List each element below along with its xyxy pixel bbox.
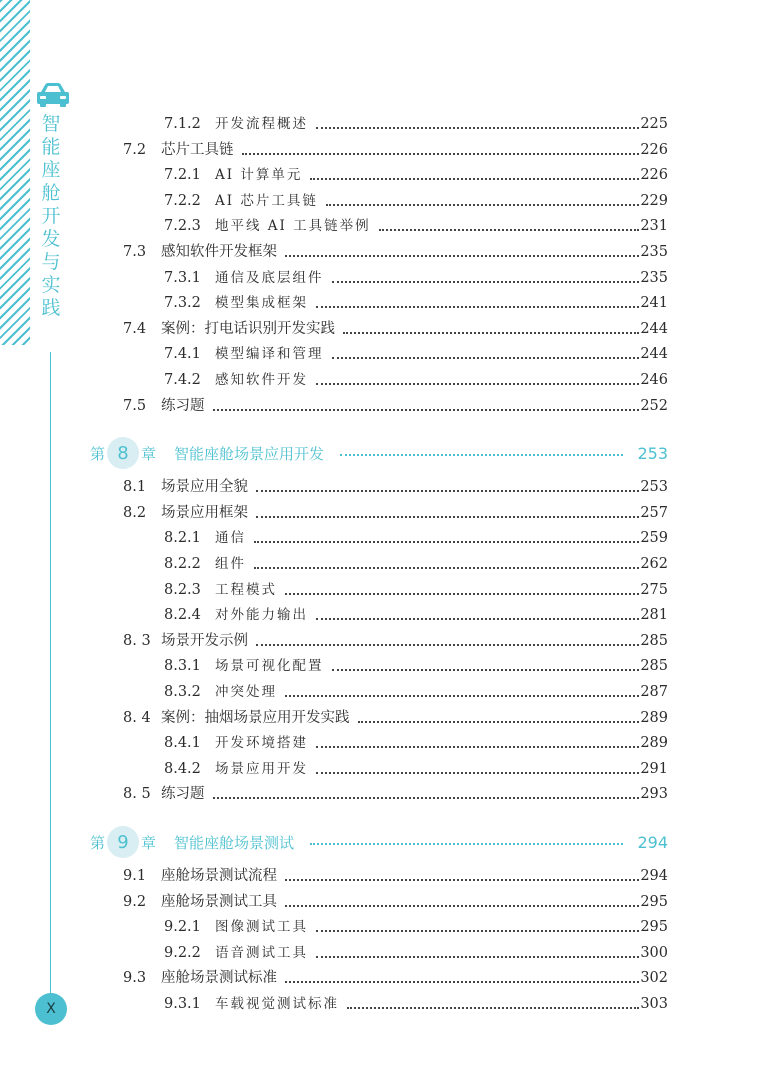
toc-subsection-entry[interactable] — [164, 290, 668, 312]
entry-number: 7.2.3 — [164, 218, 201, 235]
leader-dots — [316, 956, 639, 958]
entry-title: 案例：打电话识别开发实践 — [161, 320, 335, 337]
entry-page: 300 — [640, 944, 668, 961]
entry-number: 8. 5 — [123, 786, 151, 803]
chapter-suffix: 章 — [141, 833, 157, 852]
entry-number: 8.4.2 — [164, 760, 201, 777]
chapter-heading[interactable] — [90, 825, 668, 859]
toc-subsection-entry[interactable] — [164, 341, 668, 363]
toc-subsection-entry[interactable] — [164, 551, 668, 573]
entry-page: 246 — [640, 372, 668, 388]
entry-title: AI 计算单元 — [215, 167, 303, 184]
leader-dots — [343, 332, 639, 334]
entry-page: 244 — [640, 346, 668, 363]
toc-section-entry[interactable] — [123, 863, 668, 885]
entry-number: 9.1 — [123, 868, 147, 884]
entry-number: 7.3 — [123, 244, 147, 260]
entry-title: 场景应用开发 — [215, 760, 308, 777]
entry-title: 冲突处理 — [215, 684, 277, 700]
entry-title: 座舱场景测试工具 — [161, 893, 277, 910]
entry-page: 244 — [640, 320, 668, 337]
entry-title: 场景应用框架 — [161, 504, 248, 521]
entry-title: 芯片工具链 — [161, 141, 234, 158]
toc-section-entry[interactable] — [123, 393, 668, 415]
chapter-prefix: 第 — [90, 833, 106, 852]
leader-dots — [256, 516, 639, 518]
toc-section-entry[interactable] — [123, 628, 668, 650]
leader-dots — [285, 981, 639, 983]
entry-page: 231 — [640, 218, 668, 235]
leader-dots — [285, 695, 639, 697]
entry-title: 案例：抽烟场景应用开发实践 — [161, 709, 350, 726]
entry-page: 225 — [640, 116, 668, 132]
entry-number: 7.2.2 — [164, 192, 201, 209]
leader-dots — [254, 541, 639, 543]
entry-page: 303 — [640, 996, 668, 1012]
entry-title: 开发环境搭建 — [215, 735, 308, 752]
entry-page: 281 — [640, 607, 668, 624]
entry-title: 模型集成框架 — [215, 295, 308, 312]
toc-section-entry[interactable] — [123, 137, 668, 159]
entry-number: 7.4 — [123, 320, 147, 337]
leader-dots — [310, 843, 623, 845]
entry-title: 组件 — [215, 556, 246, 572]
entry-number: 7.3.1 — [164, 269, 201, 286]
toc-subsection-entry[interactable] — [164, 577, 668, 599]
entry-page: 295 — [640, 919, 668, 936]
entry-page: 275 — [640, 581, 668, 598]
entry-page: 295 — [640, 893, 668, 910]
entry-title: 图像测试工具 — [215, 919, 308, 936]
entry-page: 287 — [640, 684, 668, 700]
leader-dots — [316, 306, 639, 308]
entry-number: 7.4.2 — [164, 372, 201, 388]
toc-subsection-entry[interactable] — [164, 914, 668, 936]
entry-page: 226 — [640, 141, 668, 158]
leader-dots — [213, 797, 640, 799]
entry-title: 通信 — [215, 530, 246, 547]
leader-dots — [256, 644, 639, 646]
entry-number: 8. 3 — [123, 632, 151, 649]
toc-subsection-entry[interactable] — [164, 162, 668, 184]
entry-number: 9.3 — [123, 970, 147, 987]
toc-subsection-entry[interactable] — [164, 265, 668, 287]
entry-page: 241 — [640, 295, 668, 312]
toc-section-entry[interactable] — [123, 239, 668, 261]
toc-section-entry[interactable] — [123, 500, 668, 522]
entry-number: 8.4.1 — [164, 735, 201, 752]
chapter-number: 8 — [107, 437, 139, 469]
entry-page: 291 — [640, 760, 668, 777]
chapter-heading[interactable] — [90, 436, 668, 470]
entry-title: 工程模式 — [215, 581, 277, 598]
entry-page: 289 — [640, 735, 668, 752]
entry-title: 座舱场景测试流程 — [161, 868, 277, 884]
leader-dots — [358, 721, 640, 723]
entry-number: 8.2.2 — [164, 556, 201, 572]
entry-number: 7.1.2 — [164, 116, 201, 132]
leader-dots — [347, 1007, 639, 1009]
chapter-page: 294 — [637, 832, 668, 852]
entry-page: 262 — [640, 556, 668, 572]
leader-dots — [316, 930, 639, 932]
toc-section-entry[interactable] — [123, 965, 668, 987]
entry-title: 语音测试工具 — [215, 944, 308, 961]
entry-title: 场景可视化配置 — [215, 658, 324, 675]
chapter-number: 9 — [107, 826, 139, 858]
entry-page: 235 — [640, 269, 668, 286]
page-number-badge: X — [35, 993, 67, 1025]
toc-subsection-entry[interactable] — [164, 188, 668, 210]
toc-subsection-entry[interactable] — [164, 653, 668, 675]
chapter-title: 智能座舱场景应用开发 — [174, 444, 325, 463]
toc-subsection-entry[interactable] — [164, 940, 668, 962]
entry-number: 7.2.1 — [164, 167, 201, 184]
toc-section-entry[interactable] — [123, 316, 668, 338]
entry-number: 7.5 — [123, 397, 147, 414]
entry-number: 8.3.2 — [164, 684, 201, 700]
entry-title: AI 芯片工具链 — [215, 192, 318, 209]
entry-number: 8. 4 — [123, 709, 151, 726]
entry-title: 座舱场景测试标准 — [161, 970, 277, 987]
toc-subsection-entry[interactable] — [164, 111, 668, 133]
entry-page: 252 — [640, 397, 668, 414]
entry-page: 229 — [640, 192, 668, 209]
entry-number: 7.2 — [123, 141, 147, 158]
entry-title: 地平线 AI 工具链举例 — [215, 218, 371, 235]
book-title: 智能座舱开发与实践 — [41, 113, 61, 319]
entry-number: 7.4.1 — [164, 346, 201, 363]
toc-subsection-entry[interactable] — [164, 525, 668, 547]
leader-dots — [332, 281, 640, 283]
entry-number: 9.2 — [123, 893, 147, 910]
entry-page: 259 — [640, 530, 668, 547]
leader-dots — [213, 409, 640, 411]
entry-page: 257 — [640, 504, 668, 521]
entry-title: 场景应用全貌 — [161, 479, 248, 496]
toc-section-entry[interactable] — [123, 474, 668, 496]
leader-dots — [332, 669, 640, 671]
leader-dots — [285, 905, 639, 907]
leader-dots — [326, 204, 639, 206]
leader-dots — [316, 746, 639, 748]
leader-dots — [310, 178, 639, 180]
entry-number: 8.2.3 — [164, 581, 201, 598]
entry-number: 8.2.1 — [164, 530, 201, 547]
leader-dots — [379, 229, 640, 231]
entry-page: 235 — [640, 244, 668, 260]
entry-number: 9.2.1 — [164, 919, 201, 936]
chapter-prefix: 第 — [90, 444, 106, 463]
leader-dots — [285, 593, 639, 595]
entry-title: 车载视觉测试标准 — [215, 996, 339, 1012]
entry-page: 226 — [640, 167, 668, 184]
chapter-suffix: 章 — [141, 444, 157, 463]
toc-subsection-entry[interactable] — [164, 730, 668, 752]
entry-number: 8.3.1 — [164, 658, 201, 675]
leader-dots — [316, 772, 639, 774]
entry-page: 285 — [640, 658, 668, 675]
entry-title: 模型编译和管理 — [215, 346, 324, 363]
entry-page: 302 — [640, 970, 668, 987]
entry-page: 289 — [640, 709, 668, 726]
leader-dots — [242, 153, 640, 155]
toc-subsection-entry[interactable] — [164, 679, 668, 701]
entry-number: 8.1 — [123, 479, 147, 496]
entry-number: 7.3.2 — [164, 295, 201, 312]
toc-subsection-entry[interactable] — [164, 991, 668, 1013]
entry-title: 通信及底层组件 — [215, 269, 324, 286]
leader-dots — [340, 454, 623, 456]
entry-number: 9.3.1 — [164, 996, 201, 1012]
entry-number: 8.2 — [123, 504, 147, 521]
toc-section-entry[interactable] — [123, 781, 668, 803]
toc-subsection-entry[interactable] — [164, 602, 668, 624]
entry-title: 练习题 — [161, 397, 205, 414]
entry-title: 练习题 — [161, 786, 205, 803]
leader-dots — [254, 567, 639, 569]
leader-dots — [316, 127, 639, 129]
entry-title: 对外能力输出 — [215, 607, 308, 624]
entry-title: 感知软件开发框架 — [161, 244, 277, 260]
toc-section-entry[interactable] — [123, 705, 668, 727]
chapter-title: 智能座舱场景测试 — [174, 833, 295, 852]
leader-dots — [285, 255, 639, 257]
leader-dots — [316, 618, 639, 620]
entry-page: 293 — [640, 786, 668, 803]
leader-dots — [285, 879, 639, 881]
entry-title: 场景开发示例 — [161, 632, 248, 649]
entry-title: 感知软件开发 — [215, 372, 308, 388]
chapter-page: 253 — [637, 443, 668, 463]
entry-page: 285 — [640, 632, 668, 649]
entry-title: 开发流程概述 — [215, 116, 308, 132]
toc-section-entry[interactable] — [123, 889, 668, 911]
entry-page: 253 — [640, 479, 668, 496]
toc-subsection-entry[interactable] — [164, 367, 668, 389]
entry-number: 8.2.4 — [164, 607, 201, 624]
entry-page: 294 — [640, 868, 668, 884]
leader-dots — [332, 357, 640, 359]
leader-dots — [316, 383, 639, 385]
entry-number: 9.2.2 — [164, 944, 201, 961]
leader-dots — [256, 490, 639, 492]
toc-subsection-entry[interactable] — [164, 213, 668, 235]
toc-subsection-entry[interactable] — [164, 756, 668, 778]
